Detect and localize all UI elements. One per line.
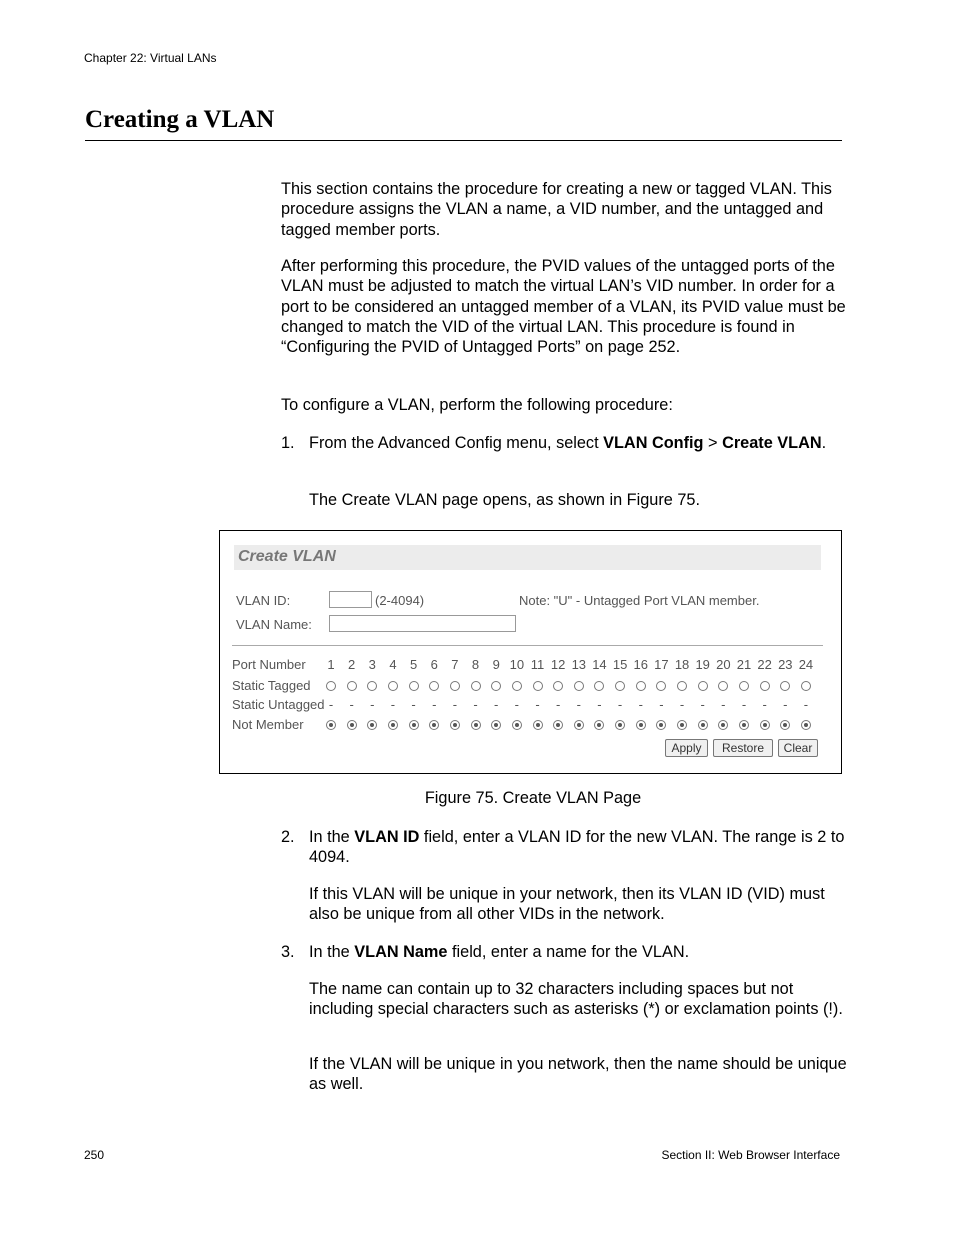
not-member-radio-6[interactable] (429, 720, 439, 730)
port-number-7: 7 (451, 657, 459, 672)
port-number-11: 11 (530, 657, 545, 672)
port-number-23: 23 (778, 657, 793, 672)
restore-button[interactable]: Restore (713, 739, 773, 757)
port-number-4: 4 (389, 657, 397, 672)
not-member-radio-4[interactable] (388, 720, 398, 730)
static-untagged-marker-1: - (328, 697, 334, 712)
static-tagged-radio-7[interactable] (450, 681, 460, 691)
static-untagged-marker-22: - (762, 697, 767, 712)
port-number-14: 14 (592, 657, 607, 672)
static-tagged-radio-21[interactable] (739, 681, 749, 691)
figure-page-title: Create VLAN (238, 548, 336, 565)
not-member-radio-24[interactable] (801, 720, 811, 730)
static-untagged-marker-2: - (349, 697, 354, 712)
port-number-19: 19 (695, 657, 710, 672)
static-untagged-marker-17: - (659, 697, 664, 712)
static-tagged-radio-5[interactable] (409, 681, 419, 691)
static-untagged-marker-13: - (576, 697, 581, 712)
static-tagged-radio-24[interactable] (801, 681, 811, 691)
not-member-radio-13[interactable] (574, 720, 584, 730)
static-tagged-radio-10[interactable] (512, 681, 522, 691)
static-tagged-radio-9[interactable] (491, 681, 501, 691)
not-member-radio-23[interactable] (780, 720, 790, 730)
static-tagged-radio-12[interactable] (553, 681, 563, 691)
static-tagged-radio-4[interactable] (388, 681, 398, 691)
port-number-18: 18 (674, 657, 690, 672)
vlan-id-label: VLAN ID: (236, 593, 291, 608)
static-untagged-marker-6: - (432, 697, 437, 712)
not-member-radio-21[interactable] (739, 720, 749, 730)
static-tagged-label: Static Tagged (232, 678, 311, 693)
static-untagged-marker-10: - (514, 697, 520, 712)
section-title: Creating a VLAN (85, 106, 275, 133)
title-rule (85, 140, 842, 141)
not-member-radio-14[interactable] (594, 720, 604, 730)
static-untagged-marker-23: - (783, 697, 788, 712)
not-member-radio-19[interactable] (698, 720, 708, 730)
vlan-name-input[interactable] (329, 615, 516, 632)
static-untagged-marker-8: - (473, 697, 478, 712)
static-tagged-radio-6[interactable] (429, 681, 439, 691)
not-member-label: Not Member (232, 717, 304, 732)
vlan-id-input[interactable] (329, 591, 372, 608)
step-3-text: In the VLAN Name field, enter a name for the VLAN. (309, 943, 690, 961)
not-member-radio-7[interactable] (450, 720, 460, 730)
not-member-radio-22[interactable] (760, 720, 770, 730)
step-1-note: The Create VLAN page opens, as shown in Figure 75. (309, 491, 700, 509)
not-member-radio-17[interactable] (656, 720, 666, 730)
static-tagged-radio-17[interactable] (656, 681, 666, 691)
static-untagged-marker-12: - (555, 697, 561, 712)
port-number-6: 6 (430, 657, 438, 672)
not-member-radio-10[interactable] (512, 720, 522, 730)
static-tagged-radio-23[interactable] (780, 681, 790, 691)
not-member-radio-16[interactable] (636, 720, 646, 730)
static-tagged-radio-18[interactable] (677, 681, 687, 691)
static-untagged-marker-24: - (803, 697, 809, 712)
untagged-note: Note: "U" - Untagged Port VLAN member. (519, 593, 760, 608)
port-number-15: 15 (612, 657, 628, 672)
procedure-intro: To configure a VLAN, perform the following procedure: (281, 396, 673, 414)
figure-caption: Figure 75. Create VLAN Page (424, 789, 642, 807)
figure-title-bar (234, 545, 821, 570)
static-tagged-radio-3[interactable] (367, 681, 377, 691)
port-number-8: 8 (471, 657, 480, 672)
static-tagged-radio-11[interactable] (533, 681, 543, 691)
not-member-radio-20[interactable] (718, 720, 728, 730)
not-member-radio-8[interactable] (471, 720, 481, 730)
running-head: Chapter 22: Virtual LANs (84, 51, 217, 65)
static-untagged-marker-14: - (597, 697, 602, 712)
static-tagged-radio-2[interactable] (347, 681, 357, 691)
not-member-radio-18[interactable] (677, 720, 687, 730)
figure-divider (232, 645, 823, 646)
static-untagged-marker-21: - (741, 697, 747, 712)
static-tagged-radio-1[interactable] (326, 681, 336, 691)
vlan-name-label: VLAN Name: (236, 617, 312, 632)
static-untagged-marker-4: - (390, 697, 396, 712)
static-tagged-radio-14[interactable] (594, 681, 604, 691)
port-number-5: 5 (409, 657, 418, 672)
port-number-24: 24 (798, 657, 814, 672)
static-tagged-radio-19[interactable] (698, 681, 708, 691)
not-member-radio-3[interactable] (367, 720, 377, 730)
step-1-text: From the Advanced Config menu, select VLAN Config > Create VLAN. (309, 434, 827, 452)
port-number-3: 3 (368, 657, 376, 672)
port-number-22: 22 (757, 657, 772, 672)
static-untagged-marker-5: - (411, 697, 416, 712)
not-member-radio-15[interactable] (615, 720, 625, 730)
step-2-number: 2. (281, 828, 295, 846)
step-2-note: If this VLAN will be unique in your network, then its VLAN ID (VID) must also be unique from all other VIDs in the network. (309, 885, 825, 924)
port-number-10: 10 (509, 657, 525, 672)
static-untagged-marker-9: - (494, 697, 499, 712)
port-number-20: 20 (716, 657, 731, 672)
pvid-paragraph: After performing this procedure, the PVID values of the untagged ports of the VLAN must be adjusted to match the virtual LAN’s VID number. In order for a port to be considered an untagged member of a VLAN, its PVID value must be changed to match the VID of the virtual LAN. This procedure is found in “Configuring the PVID of Untagged Ports” on page 252. (281, 257, 846, 357)
static-tagged-radio-8[interactable] (471, 681, 481, 691)
step-3-number: 3. (281, 943, 295, 961)
not-member-radio-11[interactable] (533, 720, 543, 730)
static-tagged-radio-13[interactable] (574, 681, 584, 691)
port-number-2: 2 (348, 657, 356, 672)
static-tagged-radio-22[interactable] (760, 681, 770, 691)
static-untagged-marker-19: - (700, 697, 705, 712)
static-untagged-marker-20: - (721, 697, 726, 712)
port-number-1: 1 (327, 657, 335, 672)
port-number-9: 9 (492, 657, 500, 672)
port-number-16: 16 (633, 657, 648, 672)
step-3-note: The name can contain up to 32 characters including spaces but not including special characters such as asterisks (*) or exclamation points (!). (309, 980, 843, 1019)
port-number-label: Port Number (232, 657, 306, 672)
page-number: 250 (84, 1148, 105, 1162)
create-vlan-figure (219, 530, 842, 774)
static-tagged-radio-16[interactable] (636, 681, 646, 691)
not-member-radio-5[interactable] (409, 720, 419, 730)
step-1-number: 1. (281, 434, 295, 452)
intro-paragraph: This section contains the procedure for creating a new or tagged VLAN. This procedure assigns the VLAN a name, a VID number, and the untagged and tagged member ports. (281, 180, 832, 239)
step-3-note-2: If the VLAN will be unique in you network, then the name should be unique as well. (309, 1055, 847, 1094)
apply-button[interactable]: Apply (665, 739, 708, 757)
port-number-13: 13 (571, 657, 587, 672)
vlan-id-range: (2-4094) (375, 593, 425, 608)
static-untagged-marker-16: - (638, 697, 643, 712)
not-member-radio-9[interactable] (491, 720, 501, 730)
not-member-radio-2[interactable] (347, 720, 357, 730)
static-untagged-marker-18: - (679, 697, 685, 712)
not-member-radio-1[interactable] (326, 720, 336, 730)
static-tagged-radio-20[interactable] (718, 681, 728, 691)
static-untagged-marker-11: - (535, 697, 540, 712)
port-number-17: 17 (654, 657, 669, 672)
static-untagged-marker-7: - (452, 697, 458, 712)
static-untagged-label: Static Untagged (232, 697, 325, 712)
not-member-radio-12[interactable] (553, 720, 563, 730)
port-number-12: 12 (550, 657, 566, 672)
static-tagged-radio-15[interactable] (615, 681, 625, 691)
static-untagged-marker-15: - (617, 697, 623, 712)
step-2-text: In the VLAN ID field, enter a VLAN ID for the new VLAN. The range is 2 to 4094. (309, 828, 845, 867)
clear-button[interactable]: Clear (778, 739, 818, 757)
static-untagged-marker-3: - (370, 697, 375, 712)
port-number-21: 21 (736, 657, 752, 672)
footer-section: Section II: Web Browser Interface (661, 1148, 840, 1162)
